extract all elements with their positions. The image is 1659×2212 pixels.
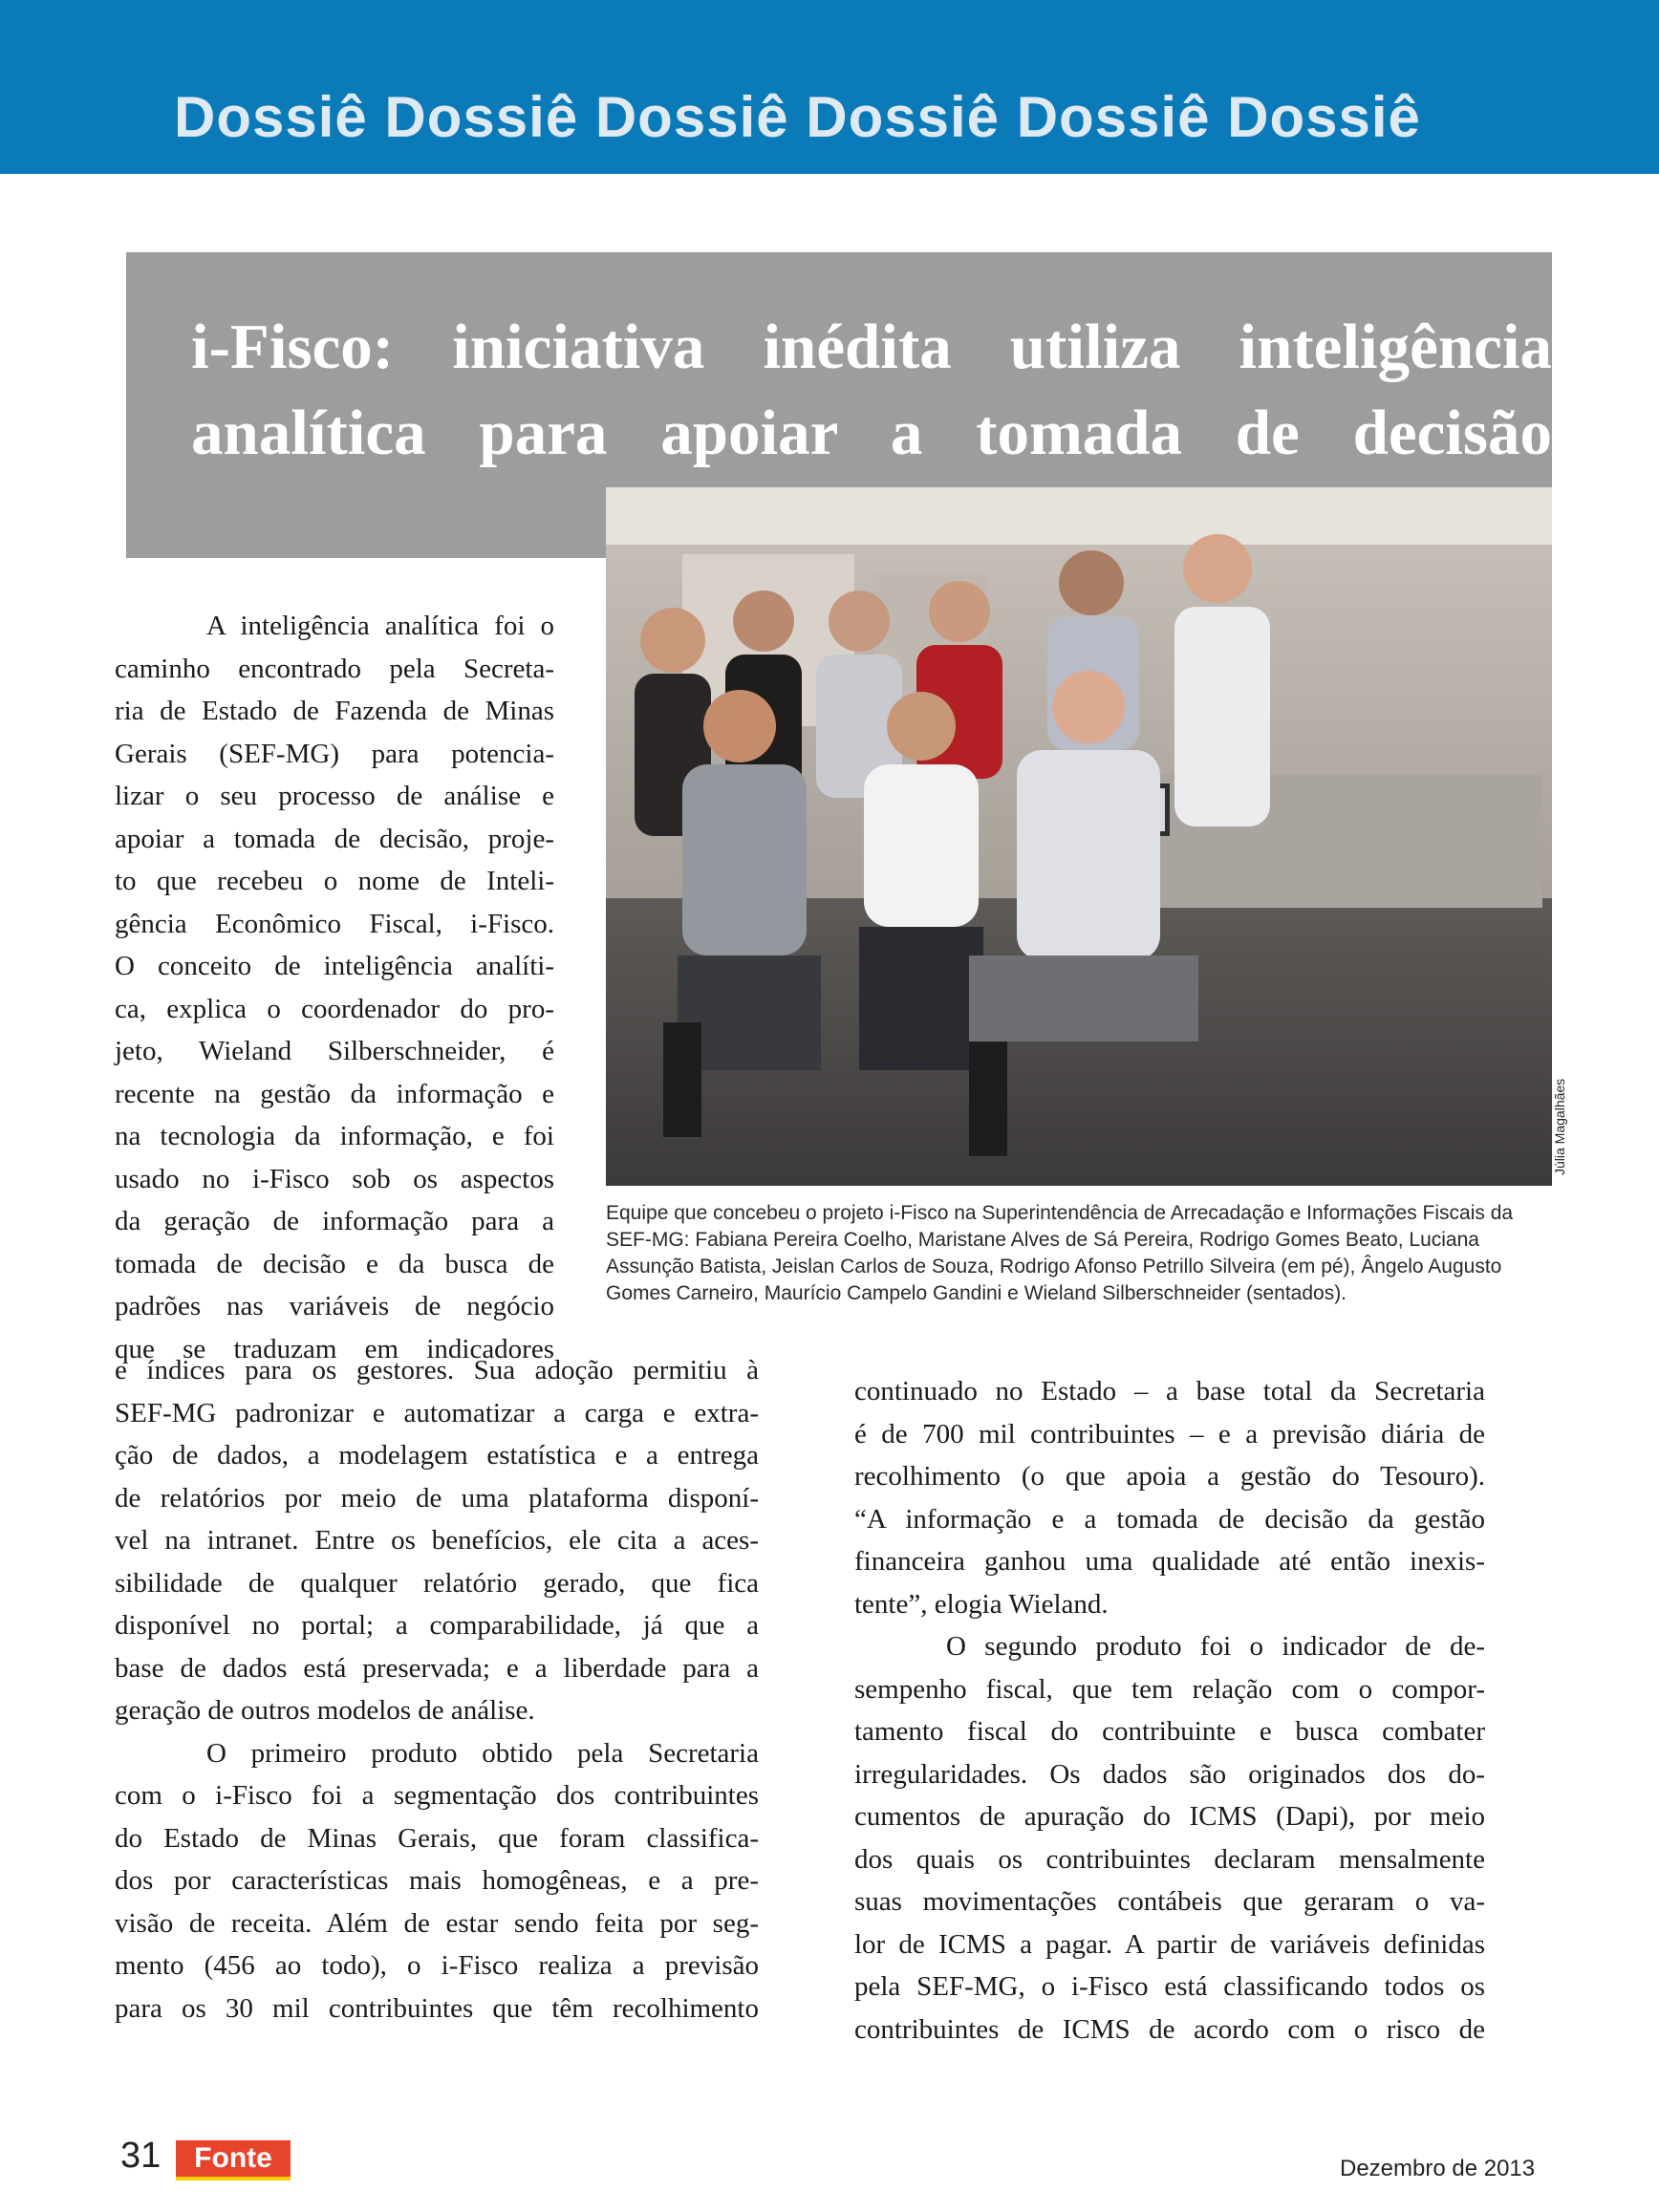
headline-line-1: i-Fisco: iniciativa inédita utiliza inteligência xyxy=(191,311,1552,382)
issue-date: Dezembro de 2013 xyxy=(1340,2156,1536,2181)
column-1-intro xyxy=(115,605,554,1370)
text-line: recente na gestão da informação e xyxy=(115,1078,554,1109)
text-line: continuado no Estado – a base total da Secretaria xyxy=(854,1376,1485,1407)
text-line: vel na intranet. Entre os benefícios, ele cita a aces- xyxy=(115,1525,759,1556)
text-line: base de dados está preservada; e a liberdade para a xyxy=(115,1652,759,1684)
text-line: mento (456 ao todo), o i-Fisco realiza a previsão xyxy=(115,1950,759,1981)
text-line: O conceito de inteligência analíti- xyxy=(115,951,554,981)
text-line: disponível no portal; a comparabilidade, já que a xyxy=(115,1610,759,1641)
column-2 xyxy=(854,1370,1485,2051)
text-line: lizar o seu processo de análise e xyxy=(115,781,554,811)
text-line: A inteligência analítica foi o xyxy=(206,611,554,641)
text-line: ria de Estado de Fazenda de Minas xyxy=(115,696,554,726)
text-line: gência Econômico Fiscal, i-Fisco. xyxy=(115,908,554,939)
text-line: tomada de decisão e da busca de xyxy=(115,1248,554,1279)
text-line: lor de ICMS a pagar. A partir de variáveis definidas xyxy=(854,1928,1485,1960)
banner-text: Dossiê Dossiê Dossiê Dossiê Dossiê Dossiê xyxy=(174,85,1421,149)
text-line: tamento fiscal do contribuinte e busca combater xyxy=(854,1716,1485,1747)
text-line: da geração de informação para a xyxy=(115,1206,554,1236)
text-line: dos quais os contribuintes declaram mensalmente xyxy=(854,1843,1485,1875)
photo-caption: Equipe que concebeu o projeto i-Fisco na Superintendência de Arrecadação e Informações Fiscais da SEF-MG: Fabiana Pereira Coelho, Maristane Alves de Sá Pereira, Rodrigo Gomes Beato, Luciana Assunção Batista, Jeislan Carlos de Souza, Rodrigo Afonso Petrillo Silveira (em pé), Ângelo Augusto Gomes Carneiro, Maurício Campelo Gandini e Wieland Silberschneider (sentados). xyxy=(606,1202,1514,1304)
text-line: financeira ganhou uma qualidade até então inexis- xyxy=(854,1546,1485,1577)
text-line: apoiar a tomada de decisão, proje- xyxy=(115,823,554,854)
text-line: ca, explica o coordenador do pro- xyxy=(115,993,554,1024)
text-line: “A informação e a tomada de decisão da gestão xyxy=(854,1503,1485,1535)
text-line: tente”, elogia Wieland. xyxy=(854,1588,1109,1620)
text-line: jeto, Wieland Silberschneider, é xyxy=(115,1036,554,1066)
text-line: O segundo produto foi o indicador de de- xyxy=(946,1631,1485,1662)
text-line: pela SEF-MG, o i-Fisco está classificando todos os xyxy=(854,1971,1485,2002)
text-line: na tecnologia da informação, e foi xyxy=(115,1121,554,1151)
text-line: usado no i-Fisco sob os aspectos xyxy=(115,1163,554,1194)
text-line: cumentos de apuração do ICMS (Dapi), por meio xyxy=(854,1801,1485,1832)
text-line: ção de dados, a modelagem estatística e a entrega xyxy=(115,1440,759,1471)
fonte-logo: Fonte xyxy=(176,2140,291,2180)
text-line: sempenho fiscal, que tem relação com o compor- xyxy=(854,1673,1485,1705)
text-line: recolhimento (o que apoia a gestão do Tesouro). xyxy=(854,1461,1485,1492)
text-line: e índices para os gestores. Sua adoção permitiu à xyxy=(115,1355,759,1385)
text-line: caminho encontrado pela Secreta- xyxy=(115,653,554,684)
column-1-continuation xyxy=(115,1349,759,2029)
text-line: para os 30 mil contribuintes que têm recolhimento xyxy=(115,1992,759,2024)
text-line: suas movimentações contábeis que geraram o va- xyxy=(854,1886,1485,1917)
text-line: geração de outros modelos de análise. xyxy=(115,1695,535,1726)
team-photo-illustration xyxy=(606,487,1552,1186)
text-line: do Estado de Minas Gerais, que foram classifica- xyxy=(115,1822,759,1854)
text-line: SEF-MG padronizar e automatizar a carga e extra- xyxy=(115,1397,759,1428)
text-line: que se traduzam em indicadores xyxy=(115,1333,554,1364)
text-line: visão de receita. Além de estar sendo feita por seg- xyxy=(115,1907,759,1939)
dossie-banner xyxy=(0,0,1659,174)
text-line: de relatórios por meio de uma plataforma disponí- xyxy=(115,1482,759,1514)
text-line: padrões nas variáveis de negócio xyxy=(115,1291,554,1321)
text-line: O primeiro produto obtido pela Secretaria xyxy=(206,1737,759,1769)
photo-credit: Júlia Magalhães xyxy=(1552,1078,1567,1175)
text-line: Gerais (SEF-MG) para potencia- xyxy=(115,738,554,769)
page-number: 31 xyxy=(120,2136,162,2176)
text-line: irregularidades. Os dados são originados dos do- xyxy=(854,1758,1485,1790)
team-photo xyxy=(606,487,1552,1186)
text-line: contribuintes de ICMS de acordo com o risco de xyxy=(854,2013,1485,2045)
headline-line-2: analítica para apoiar a tomada de decisão xyxy=(191,397,1552,468)
text-line: to que recebeu o nome de Inteli- xyxy=(115,866,554,896)
text-line: é de 700 mil contribuintes – e a previsão diária de xyxy=(854,1418,1485,1450)
article-headline xyxy=(191,304,1552,476)
text-line: dos por características mais homogêneas, e a pre- xyxy=(115,1865,759,1896)
text-line: sibilidade de qualquer relatório gerado, que fica xyxy=(115,1567,759,1599)
text-line: com o i-Fisco foi a segmentação dos contribuintes xyxy=(115,1780,759,1811)
